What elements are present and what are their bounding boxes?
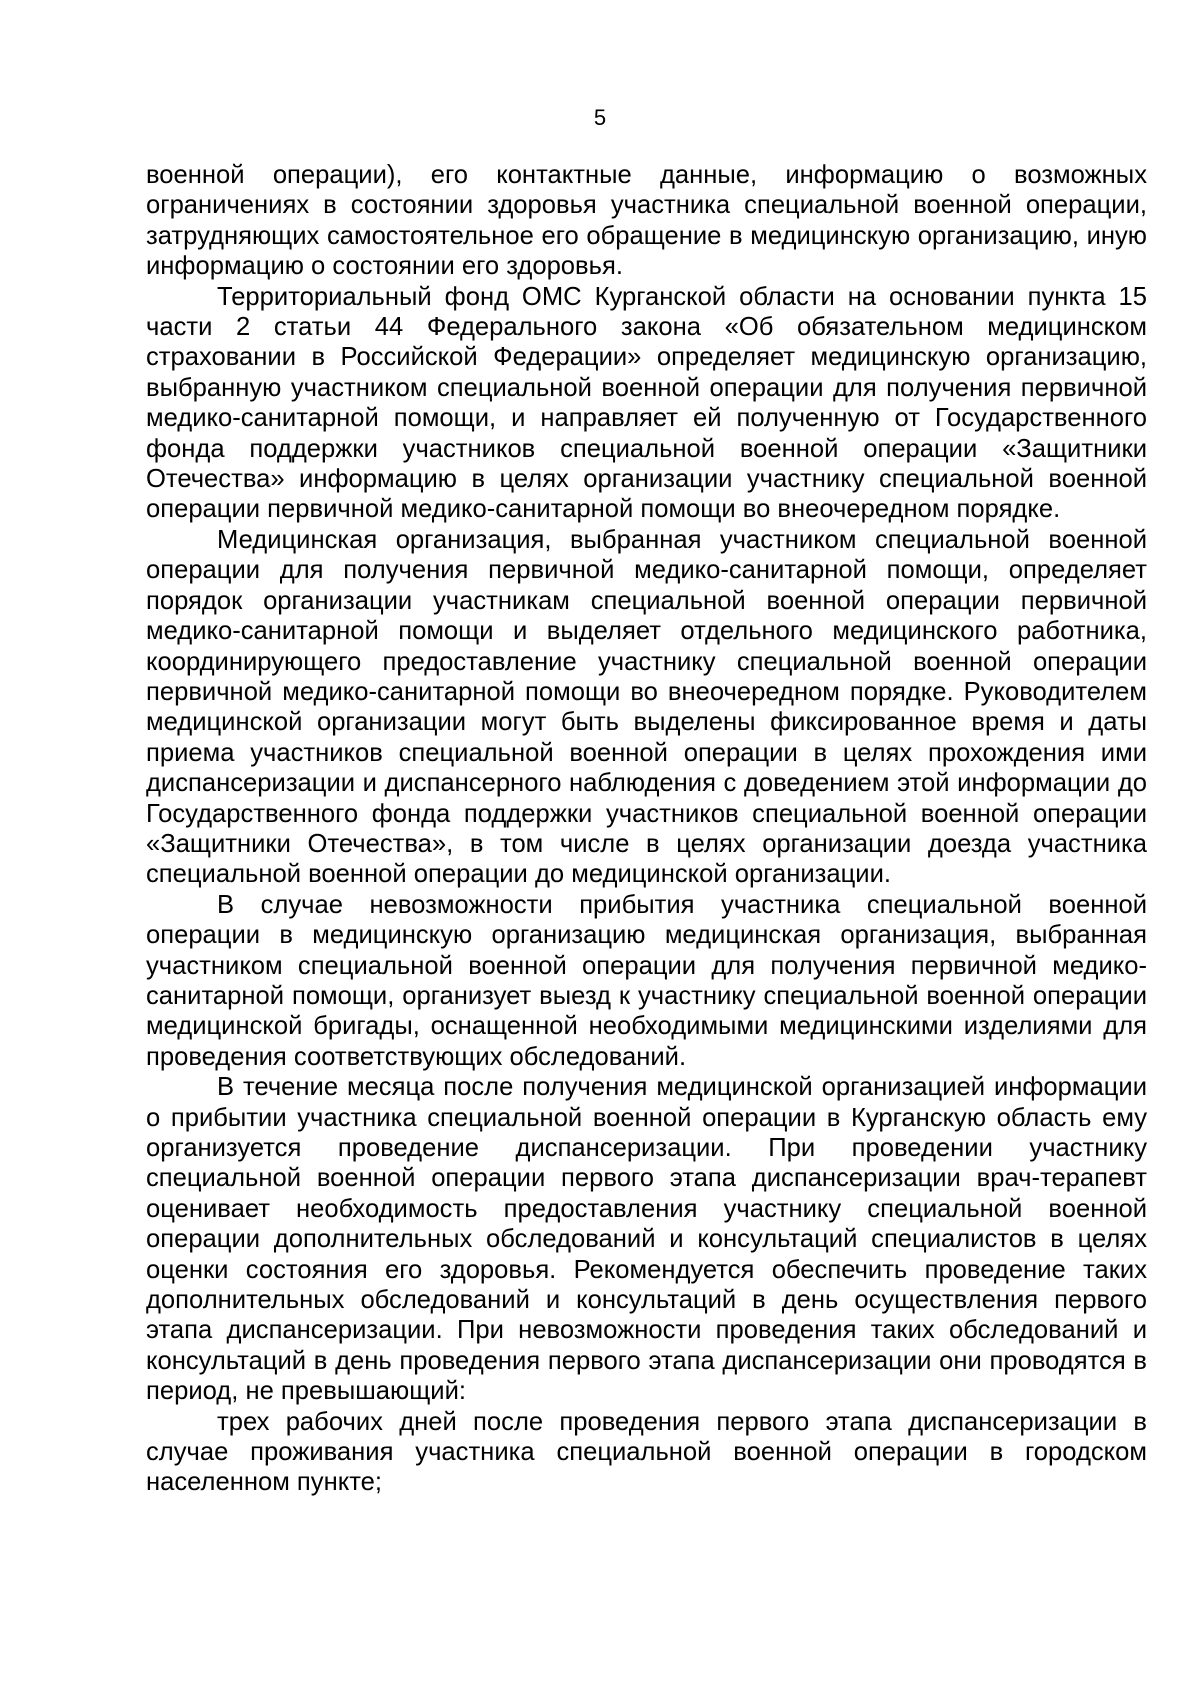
paragraph-territorial-fund: Территориальный фонд ОМС Курганской области на основании пункта 15 части 2 статьи 44 Федерального закона «Об обязательном медицинском страховании в Российской Федерации» определяет медицинскую организацию, выбранную участником специальной военной операции для получения первичной медико-санитарной помощи, и направляет ей полученную от Государственного фонда поддержки участников специальной военной операции «Защитники Отечества» информацию в целях организации участнику специальной военной операции первичной медико-санитарной помощи во внеочередном порядке. <box>146 282 1147 524</box>
document-body <box>146 160 1147 1498</box>
paragraph-three-working-days: трех рабочих дней после проведения первого этапа диспансеризации в случае проживания участника специальной военной операции в городском населенном пункте; <box>146 1407 1147 1497</box>
paragraph-medical-organization: Медицинская организация, выбранная участником специальной военной операции для получения первичной медико-санитарной помощи, определяет порядок организации участникам специальной военной операции первичной медико-санитарной помощи и выделяет отдельного медицинского работника, координирующего предоставление участнику специальной военной операции первичной медико-санитарной помощи во внеочередном порядке. Руководителем медицинской организации могут быть выделены фиксированное время и даты приема участников специальной военной операции в целях прохождения ими диспансеризации и диспансерного наблюдения с доведением этой информации до Государственного фонда поддержки участников специальной военной операции «Защитники Отечества», в том числе в целях организации доезда участника специальной военной операции до медицинской организации. <box>146 525 1147 889</box>
page-number: 5 <box>593 105 607 130</box>
paragraph-dispensary-examination: В течение месяца после получения медицинской организацией информации о прибытии участника специальной военной операции в Курганскую область ему организуется проведение диспансеризации. При проведении участнику специальной военной операции первого этапа диспансеризации врач-терапевт оценивает необходимость предоставления участнику специальной военной операции дополнительных обследований и консультаций специалистов в целях оценки состояния его здоровья. Рекомендуется обеспечить проведение таких дополнительных обследований и консультаций в день осуществления первого этапа диспансеризации. При невозможности проведения таких обследований и консультаций в день проведения первого этапа диспансеризации они проводятся в период, не превышающий: <box>146 1073 1147 1406</box>
paragraph-unable-to-arrive: В случае невозможности прибытия участника специальной военной операции в медицинскую организацию медицинская организация, выбранная участником специальной военной операции для получения первичной медико-санитарной помощи, организует выезд к участнику специальной военной операции медицинской бригады, оснащенной необходимыми медицинскими изделиями для проведения соответствующих обследований. <box>146 890 1147 1071</box>
paragraph-contact-info: военной операции), его контактные данные, информацию о возможных ограничениях в состоянии здоровья участника специальной военной операции, затрудняющих самостоятельное его обращение в медицинскую организацию, иную информацию о состоянии его здоровья. <box>146 161 1147 281</box>
